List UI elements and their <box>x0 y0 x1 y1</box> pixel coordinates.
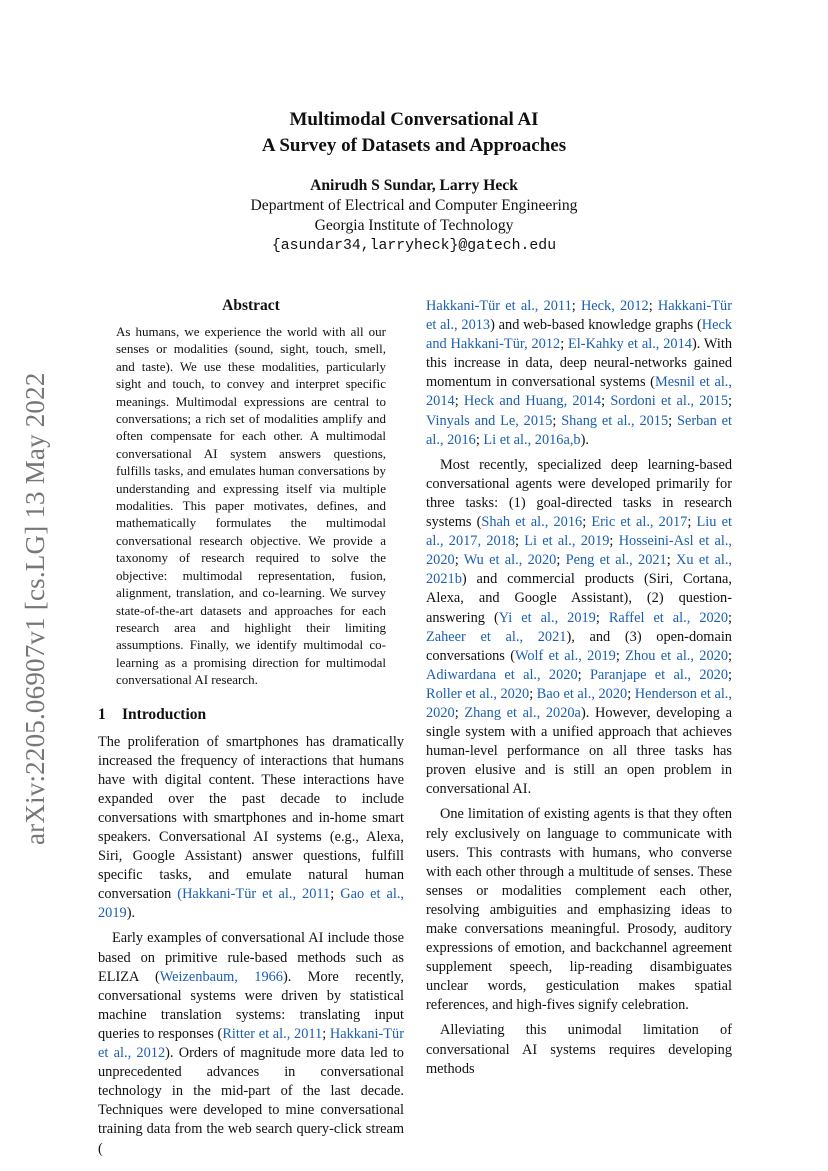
citation-link[interactable]: Wu et al., 2020 <box>463 552 557 569</box>
citation-link[interactable]: Hakkani-Tür et al., 2012 <box>98 1025 404 1062</box>
paragraph-text: ), and (3) open-domain conversations ( <box>426 628 732 664</box>
citation-link[interactable]: Serban et al., 2016 <box>426 412 732 448</box>
paragraph-text: ). However, developing a single system with a unified approach that achieves human-level performance on all three tasks has proven elusive and is still an open problem in conversational AI. <box>426 704 732 798</box>
citation-link[interactable]: Li et al., 2019 <box>524 533 610 550</box>
citation-link[interactable]: Shang et al., 2015 <box>561 412 669 429</box>
intro-paragraph-1 <box>98 733 404 924</box>
intro-paragraph-2 <box>98 929 404 1158</box>
title-line-2: A Survey of Datasets and Approaches <box>261 135 567 156</box>
paragraph-text: ) and commercial products (Siri, Cortana, Alexa, and Google Assistant), (2) question-answering ( <box>426 571 732 626</box>
affiliation-department: Department of Electrical and Computer Engineering <box>250 197 578 214</box>
paragraph-text: ). <box>580 431 589 448</box>
citation-link[interactable]: Sordoni et al., 2015 <box>610 393 728 410</box>
author-email: {asundar34,larryheck}@gatech.edu <box>271 238 557 254</box>
citation-link[interactable]: Liu et al., 2017, 2018 <box>426 514 732 550</box>
intro-paragraph-3: Most recently, specialized deep learning-based conversational agents were developed primarily for three tasks: (1) goal-directed tasks in research systems (Shah et al., 2016; Eric et al., 2017; Liu et al., 2017, 2018; Li et al., 2019; Hosseini-Asl et al., 2020; Wu et al., 2020; Peng et al., 2021; Xu et al., 2021b) and commercial products (Siri, Cortana, Alexa, and Google Assistant), (2) question-answering (Yi et al., 2019; Raffel et al., 2020; Zaheer et al., 2021), and (3) open-domain conversations (Wolf et al., 2019; Zhou et al., 2020; Adiwardana et al., 2020; Paranjape et al., 2020; Roller et al., 2020; Bao et al., 2020; Henderson et al., 2020; Zhang et al., 2020a). However, developing a single system with a unified approach that achieves human-level performance on all three tasks has proven elusive and is still an open problem in conversational AI. <box>426 456 733 798</box>
citation-link[interactable]: Hosseini-Asl et al., 2020 <box>426 533 733 569</box>
paragraph-text: Early examples of conversational AI include those based on primitive rule-based methods such as ELIZA ( <box>98 930 404 985</box>
paragraph-text: ). With this increase in data, deep neural-networks gained momentum in conversational systems ( <box>426 336 732 391</box>
citation-link[interactable]: Weizenbaum, 1966 <box>159 968 283 985</box>
intro-paragraph-4: One limitation of existing agents is that they often rely exclusively on language to communicate with users. This contrasts with humans, who converse with each other through a multitude of senses. These senses or modalities complement each other, resolving ambiguities and emphasizing ideas to make conversations meaningful. Prosody, auditory expressions of emotion, and backchannel agreement supplement speech, lip-reading disambiguates unclear words, gesticulation makes spatial references, and high-fives signify celebration. <box>426 806 732 1014</box>
citation-link[interactable]: Heck and Huang, 2014 <box>463 393 602 410</box>
left-column <box>98 297 404 1159</box>
citation-link[interactable]: Xu et al., 2021b <box>426 552 733 588</box>
citation-link[interactable]: Henderson et al., 2020 <box>426 685 732 721</box>
citation-link[interactable]: Peng et al., 2021 <box>565 552 667 569</box>
separator: ; <box>330 886 341 903</box>
paragraph-text: ). <box>126 905 136 922</box>
citation-link[interactable]: Bao et al., 2020 <box>536 685 628 702</box>
citation-link[interactable]: Zhou et al., 2020 <box>625 647 728 664</box>
section-heading-introduction <box>98 706 404 724</box>
section-number: 1 <box>98 705 106 723</box>
affiliation-institution: Georgia Institute of Technology <box>314 217 514 234</box>
right-column <box>426 297 732 1079</box>
citation-link[interactable]: Mesnil et al., 2014 <box>426 374 732 410</box>
abstract-heading: Abstract <box>222 297 280 314</box>
citation-link[interactable]: Eric et al., 2017 <box>591 514 688 531</box>
separator: ; <box>322 1025 330 1042</box>
citation-link[interactable]: Wolf et al., 2019 <box>514 647 616 664</box>
abstract-text: As humans, we experience the world with all our senses or modalities (sound, sight, touch, smell, and taste). We use these modalities, particularly sight and touch, to convey and interpret specific meanings. Multimodal expressions are central to conversations; a rich set of modalities amplify and often compensate for each other. A multimodal conversational AI system answers questions, fulfills tasks, and emulates human conversations by understanding and expressing itself via multiple modalities. This paper motivates, defines, and mathematically formulates the multimodal conversational research objective. We provide a taxonomy of research required to solve the objective: multimodal representation, fusion, alignment, translation, and co-learning. We survey state-of-the-art datasets and approaches for each research area and highlight their limiting assumptions. Finally, we identify multimodal co-learning as a promising direction for multimodal conversational AI research. <box>116 324 386 688</box>
citation-link[interactable]: Zaheer et al., 2021 <box>426 628 567 645</box>
citation-link[interactable]: Heck and Hakkani-Tür, 2012 <box>426 317 732 353</box>
intro-paragraph-5: Alleviating this unimodal limitation of conversational AI systems requires developing methods <box>426 1022 732 1077</box>
paragraph-text: ). Orders of magnitude more data led to unprecedented advances in conversational technology in the mid-part of the last decade. Techniques were developed to mine conversational training data from the web search query-click stream ( <box>98 1045 404 1157</box>
citation-link[interactable]: El-Kahky et al., 2014 <box>568 336 692 353</box>
citation-link[interactable]: Raffel et al., 2020 <box>608 609 729 626</box>
paragraph-text: Most recently, specialized deep learning-based conversational agents were developed primarily for three tasks: (1) goal-directed tasks in research systems ( <box>426 456 732 531</box>
citation-text: Gao et al., 2019 <box>98 886 405 922</box>
citation-link[interactable]: Hakkani-Tür et al., 2011 <box>426 298 572 314</box>
citation-link[interactable]: Li et al., 2016a,b <box>483 431 581 448</box>
paragraph-text: The proliferation of smartphones has dramatically increased the frequency of interactions that humans have with digital content. These interactions have expanded over the past decade to include conversations with smartphones and in-home smart speakers. Conversational AI systems (e.g., Alexa, Siri, Google Assistant) answer questions, fulfill specific tasks, and emulate natural human conversation <box>98 733 404 903</box>
paragraph-text: ) and web-based knowledge graphs ( <box>490 317 702 334</box>
author-block <box>0 176 828 256</box>
intro-paragraph-2-continued: Hakkani-Tür et al., 2011; Heck, 2012; Hakkani-Tür et al., 2013) and web-based knowledge graphs (Heck and Hakkani-Tür, 2012; El-Kahky et al., 2014). With this increase in data, deep neural-networks gained momentum in conversational systems (Mesnil et al., 2014; Heck and Huang, 2014; Sordoni et al., 2015; Vinyals and Le, 2015; Shang et al., 2015; Serban et al., 2016; Li et al., 2016a,b). <box>426 298 732 448</box>
section-title: Introduction <box>122 705 207 723</box>
citation-link[interactable]: Roller et al., 2020 <box>426 685 530 702</box>
citation-link[interactable]: Adiwardana et al., 2020 <box>426 666 578 683</box>
citation-link[interactable]: Heck, 2012 <box>580 298 649 314</box>
citation-link[interactable]: Paranjape et al., 2020 <box>589 666 729 683</box>
paragraph-text: ). More recently, conversational systems were driven by statistical machine translation systems: translating input queries to responses ( <box>98 968 405 1042</box>
citation-link[interactable]: Vinyals and Le, 2015 <box>426 412 553 429</box>
author-names: Anirudh S Sundar, Larry Heck <box>310 177 518 194</box>
citation-text: Hakkani-Tür et al., 2011 <box>182 886 331 903</box>
citation-link[interactable]: Zhang et al., 2020a <box>464 704 581 721</box>
paper-title <box>0 107 828 159</box>
title-line-1: Multimodal Conversational AI <box>289 109 539 130</box>
citation-link[interactable]: Ritter et al., 2011 <box>222 1025 323 1042</box>
citation-link[interactable]: Shah et al., 2016 <box>481 514 583 531</box>
paren: ( <box>177 886 183 903</box>
citation-link[interactable]: Hakkani-Tür et al., 2013 <box>426 298 732 334</box>
arxiv-identifier: arXiv:2205.06907v1 [cs.LG] 13 May 2022 <box>20 372 50 845</box>
citation-link[interactable]: Yi et al., 2019 <box>498 609 596 626</box>
